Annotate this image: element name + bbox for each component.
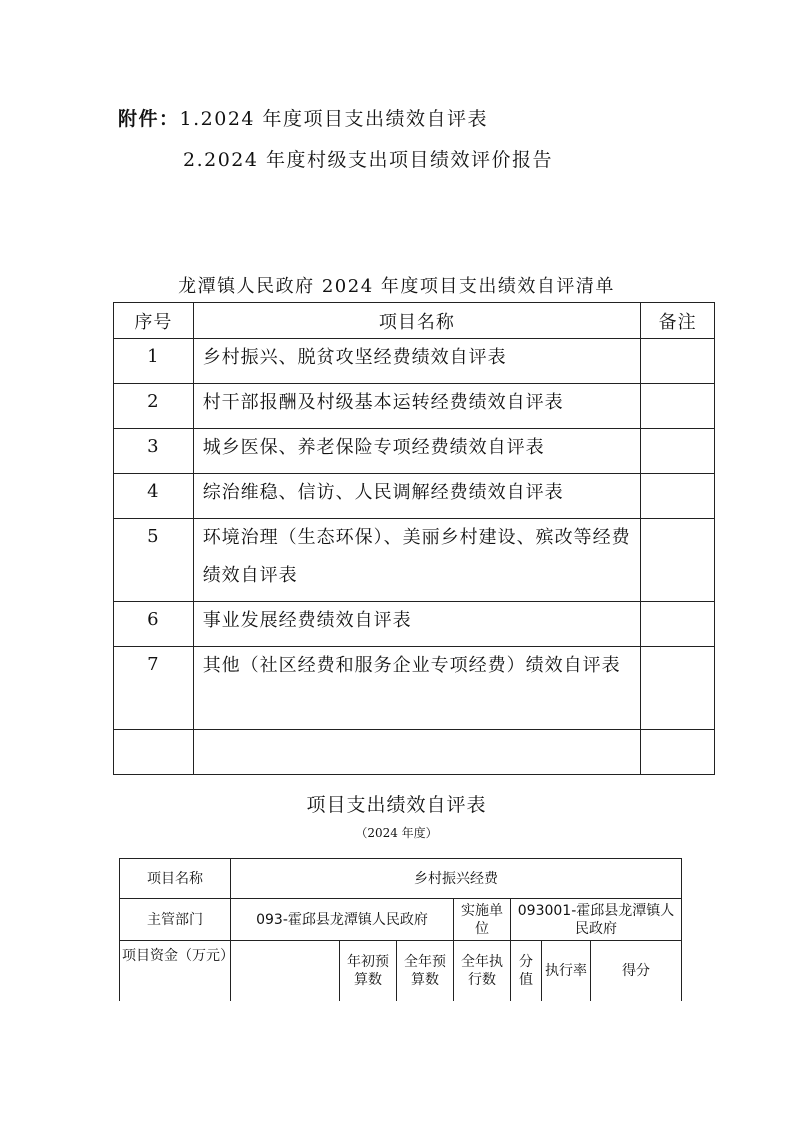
col-score-value: 分值 xyxy=(511,941,542,1001)
header-num: 序号 xyxy=(114,303,194,339)
header-name: 项目名称 xyxy=(193,303,640,339)
row-name: 其他（社区经费和服务企业专项经费）绩效自评表 xyxy=(193,647,640,730)
attachment-item-2: 2.2024 年度村级支出项目绩效评价报告 xyxy=(183,149,554,171)
col-score: 得分 xyxy=(591,941,682,1001)
list-title: 龙潭镇人民政府 2024 年度项目支出绩效自评清单 xyxy=(178,276,615,297)
form-year: （2024 年度） xyxy=(355,826,438,840)
col-execution-rate: 执行率 xyxy=(542,941,591,1001)
row-name: 事业发展经费绩效自评表 xyxy=(193,602,640,647)
col-initial-budget: 年初预算数 xyxy=(340,941,397,1001)
table-row xyxy=(114,519,715,602)
col-annual-executed: 全年执行数 xyxy=(454,941,511,1001)
row-num: 6 xyxy=(114,602,194,647)
row-note xyxy=(641,339,715,384)
attachment-line-1 xyxy=(118,104,488,131)
row-num: 7 xyxy=(114,647,194,730)
row-name: 村干部报酬及村级基本运转经费绩效自评表 xyxy=(193,384,640,429)
header-note: 备注 xyxy=(641,303,715,339)
table-row xyxy=(114,339,715,384)
attachment-label: 附件： xyxy=(118,108,180,130)
table-row xyxy=(114,429,715,474)
fund-label: 项目资金（万元） xyxy=(120,941,231,1001)
dept-value: 093-霍邱县龙潭镇人民政府 xyxy=(231,899,454,941)
table-row xyxy=(114,647,715,730)
table-header-row xyxy=(114,303,715,339)
row-note xyxy=(641,519,715,602)
project-list-table xyxy=(113,302,715,775)
table-row xyxy=(114,602,715,647)
row-num: 1 xyxy=(114,339,194,384)
row-num: 4 xyxy=(114,474,194,519)
row-note xyxy=(641,384,715,429)
row-note xyxy=(641,474,715,519)
row-name: 综治维稳、信访、人民调解经费绩效自评表 xyxy=(193,474,640,519)
table-row-empty xyxy=(114,730,715,775)
row-num: 2 xyxy=(114,384,194,429)
row-note xyxy=(641,429,715,474)
row-num: 3 xyxy=(114,429,194,474)
self-eval-form-table xyxy=(119,858,682,1001)
unit-value: 093001-霍邱县龙潭镇人民政府 xyxy=(511,899,682,941)
row-name: 城乡医保、养老保险专项经费绩效自评表 xyxy=(193,429,640,474)
unit-label: 实施单位 xyxy=(454,899,511,941)
project-name-value: 乡村振兴经费 xyxy=(231,859,682,899)
row-name: 环境治理（生态环保）、美丽乡村建设、殡改等经费绩效自评表 xyxy=(193,519,640,602)
row-note xyxy=(641,602,715,647)
dept-label: 主管部门 xyxy=(120,899,231,941)
row-num: 5 xyxy=(114,519,194,602)
form-title: 项目支出绩效自评表 xyxy=(306,794,487,816)
attachment-item-1: 1.2024 年度项目支出绩效自评表 xyxy=(179,108,489,130)
col-annual-budget: 全年预算数 xyxy=(397,941,454,1001)
row-name: 乡村振兴、脱贫攻坚经费绩效自评表 xyxy=(193,339,640,384)
row-note xyxy=(641,647,715,730)
table-row xyxy=(114,474,715,519)
project-name-label: 项目名称 xyxy=(120,859,231,899)
table-row xyxy=(114,384,715,429)
